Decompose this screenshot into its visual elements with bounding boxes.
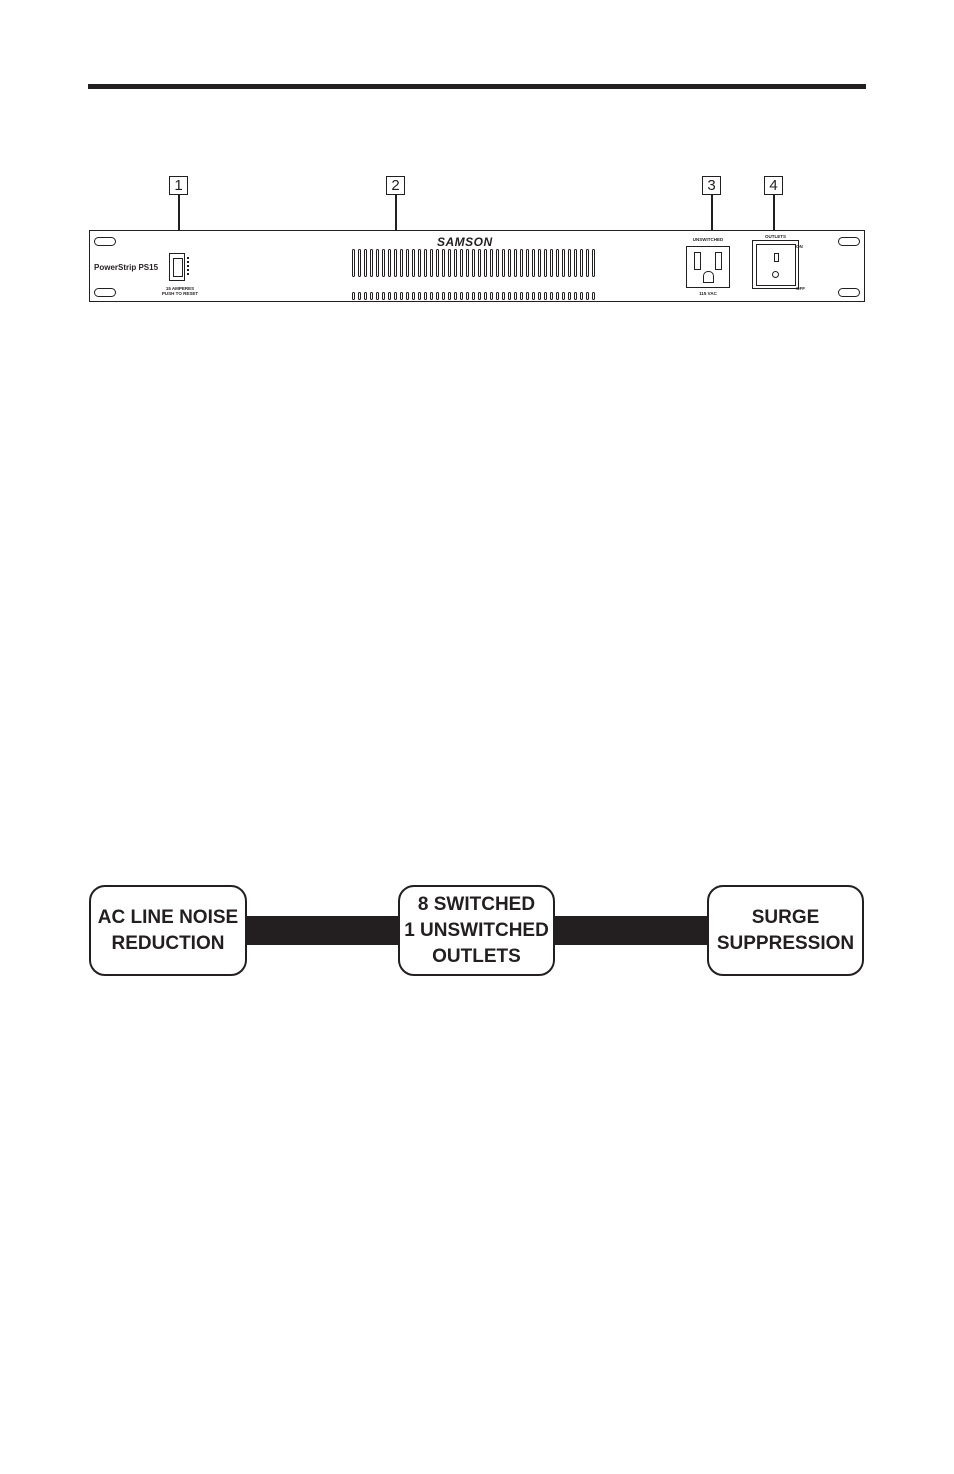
vent-slot	[364, 249, 367, 277]
vent-slot	[586, 292, 589, 300]
vent-slot	[460, 292, 463, 300]
vent-slot	[514, 249, 517, 277]
outlets-power-switch[interactable]	[752, 240, 799, 289]
vent-slot	[430, 292, 433, 300]
vent-slot	[520, 292, 523, 300]
vent-slot	[424, 292, 427, 300]
vent-slot	[370, 292, 373, 300]
vent-slot	[538, 292, 541, 300]
vent-slot	[394, 292, 397, 300]
switch-label-top: OUTLETS	[765, 234, 786, 239]
vent-slot	[454, 249, 457, 277]
vent-slot	[352, 292, 355, 300]
vent-slot	[472, 292, 475, 300]
vent-slot	[412, 249, 415, 277]
vent-slot	[556, 292, 559, 300]
vent-slot	[472, 249, 475, 277]
feature-outlets: 8 SWITCHED 1 UNSWITCHED OUTLETS	[398, 885, 555, 976]
breaker-button[interactable]	[169, 253, 185, 281]
vent-slot	[580, 292, 583, 300]
switch-on-label: ON	[796, 244, 803, 249]
vent-slot	[568, 292, 571, 300]
vent-slot	[364, 292, 367, 300]
vent-slot	[454, 292, 457, 300]
vent-slot	[466, 292, 469, 300]
vent-slot	[388, 292, 391, 300]
vent-slot	[358, 292, 361, 300]
vent-slot	[376, 292, 379, 300]
vent-slot	[400, 292, 403, 300]
breaker-dots	[187, 257, 191, 275]
outlet-label-bottom: 115 VAC	[699, 291, 717, 296]
vent-slot	[394, 249, 397, 277]
vent-slot	[442, 292, 445, 300]
vent-slot	[580, 249, 583, 277]
vent-slot	[460, 249, 463, 277]
vent-slot	[550, 292, 553, 300]
vent-slot	[418, 249, 421, 277]
vent-slot	[568, 249, 571, 277]
vent-slot	[502, 292, 505, 300]
vent-slot	[508, 249, 511, 277]
vent-slot	[370, 249, 373, 277]
vent-slot	[592, 292, 595, 300]
vent-slot	[502, 249, 505, 277]
vent-slot	[508, 292, 511, 300]
vent-slot	[406, 292, 409, 300]
rack-slot-top-right	[838, 237, 860, 246]
callout-3: 3	[702, 176, 721, 195]
vent-slot	[352, 249, 355, 277]
vent-slot	[478, 292, 481, 300]
vent-slot	[388, 249, 391, 277]
switch-off-label: OFF	[796, 286, 805, 291]
vent-slot	[532, 249, 535, 277]
feature-noise-reduction: AC LINE NOISE REDUCTION	[89, 885, 247, 976]
vent-slot	[574, 292, 577, 300]
callout-4: 4	[764, 176, 783, 195]
vent-slot	[382, 292, 385, 300]
vent-slot	[436, 292, 439, 300]
vent-slot	[496, 249, 499, 277]
vent-slot	[400, 249, 403, 277]
vent-slot	[586, 249, 589, 277]
vent-slot	[496, 292, 499, 300]
vent-slot	[574, 249, 577, 277]
vent-slot	[562, 249, 565, 277]
rack-slot-bottom-left	[94, 288, 116, 297]
brand-logo: SAMSON	[437, 235, 493, 249]
vent-slot	[592, 249, 595, 277]
rack-slot-top-left	[94, 237, 116, 246]
breaker-line2: PUSH TO RESET	[161, 291, 199, 296]
rack-slot-bottom-right	[838, 288, 860, 297]
vent-slot	[550, 249, 553, 277]
vent-slot	[526, 292, 529, 300]
vent-slot	[532, 292, 535, 300]
connector-right	[553, 916, 710, 945]
vent-slot	[466, 249, 469, 277]
breaker-line1: 15 AMPERES	[165, 286, 195, 291]
header-rule	[88, 84, 866, 89]
feature-surge-suppression: SURGE SUPPRESSION	[707, 885, 864, 976]
vent-slot	[406, 249, 409, 277]
vent-slot	[376, 249, 379, 277]
vent-slot	[484, 292, 487, 300]
vent-slot	[514, 292, 517, 300]
callout-1: 1	[169, 176, 188, 195]
vent-slot	[436, 249, 439, 277]
vent-slot	[538, 249, 541, 277]
vent-slot	[478, 249, 481, 277]
vent-slot	[382, 249, 385, 277]
vent-slot	[490, 292, 493, 300]
vent-slot	[442, 249, 445, 277]
vent-slot	[520, 249, 523, 277]
connector-left	[245, 916, 401, 945]
vent-slot	[448, 292, 451, 300]
vent-slot	[490, 249, 493, 277]
vent-slot	[526, 249, 529, 277]
model-label: PowerStrip PS15	[94, 263, 159, 272]
vent-grille	[352, 249, 602, 299]
vent-slot	[544, 249, 547, 277]
vent-slot	[544, 292, 547, 300]
vent-slot	[556, 249, 559, 277]
front-panel	[89, 230, 865, 302]
vent-slot	[418, 292, 421, 300]
vent-slot	[424, 249, 427, 277]
callout-2: 2	[386, 176, 405, 195]
vent-slot	[412, 292, 415, 300]
vent-slot	[484, 249, 487, 277]
vent-slot	[430, 249, 433, 277]
vent-slot	[562, 292, 565, 300]
unswitched-outlet	[686, 246, 730, 288]
vent-slot	[448, 249, 451, 277]
outlet-label-top: UNSWITCHED	[692, 237, 724, 242]
vent-slot	[358, 249, 361, 277]
